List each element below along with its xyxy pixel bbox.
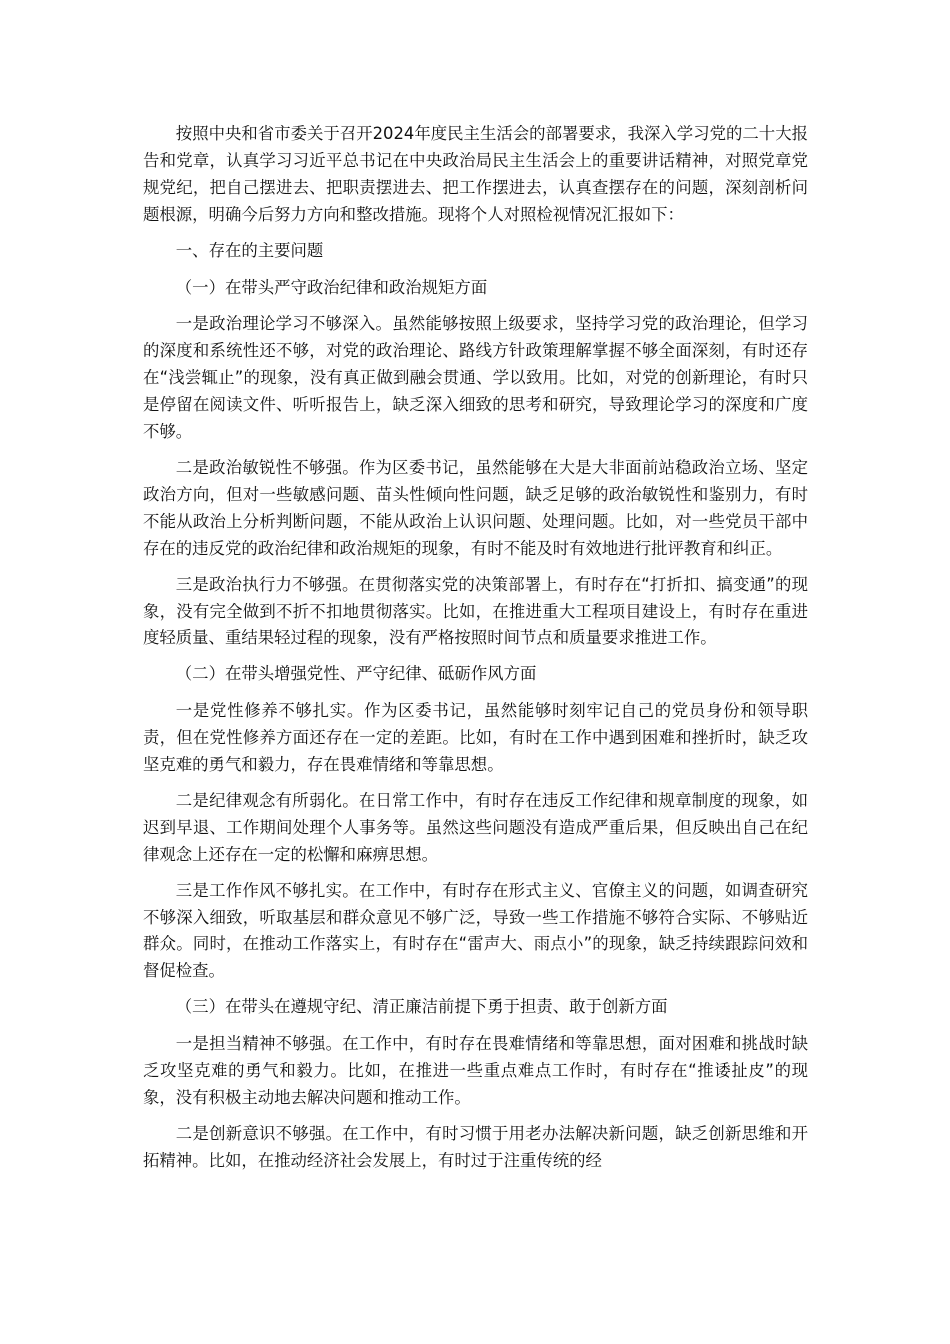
subsection-heading-1: （一）在带头严守政治纪律和政治规矩方面 xyxy=(175,277,488,297)
body-paragraph: 二是纪律观念有所弱化。在日常工作中，有时存在违反工作纪律和规章制度的现象，如迟到早退、工作期间处理个人事务等。虽然这些问题没有造成严重后果，但反映出自己在纪律观念上还存在一定的松懈和麻痹思想。 xyxy=(143,790,808,864)
subsection-heading-3: （三）在带头在遵规守纪、清正廉洁前提下勇于担责、敢于创新方面 xyxy=(175,997,668,1017)
intro-paragraph: 按照中央和省市委关于召开2024年度民主生活会的部署要求，我深入学习党的二十大报告和党章，认真学习习近平总书记在中央政治局民主生活会上的重要讲话精神，对照党章党规党纪，把自己摆进去、把职责摆进去、把工作摆进去，认真查摆存在的问题，深刻剖析问题根源，明确今后努力方向和整改措施。现将个人对照检视情况汇报如下： xyxy=(143,124,808,224)
body-paragraph: 三是工作作风不够扎实。在工作中，有时存在形式主义、官僚主义的问题，如调查研究不够深入细致，听取基层和群众意见不够广泛，导致一些工作措施不够符合实际、不够贴近群众。同时，在推动工作落实上，有时存在“雷声大、雨点小”的现象，缺乏持续跟踪问效和督促检查。 xyxy=(143,880,808,981)
subsection-heading-2: （二）在带头增强党性、严守纪律、砥砺作风方面 xyxy=(175,664,537,684)
body-paragraph: 一是政治理论学习不够深入。虽然能够按照上级要求，坚持学习党的政治理论，但学习的深度和系统性还不够，对党的政治理论、路线方针政策理解掌握不够全面深刻，有时还存在“浅尝辄止”的现象，没有真正做到融会贯通、学以致用。比如，对党的创新理论，有时只是停留在阅读文件、听听报告上，缺乏深入细致的思考和研究，导致理论学习的深度和广度不够。 xyxy=(143,314,808,442)
section-heading: 一、存在的主要问题 xyxy=(175,240,324,260)
body-paragraph: 二是政治敏锐性不够强。作为区委书记，虽然能够在大是大非面前站稳政治立场、坚定政治方向，但对一些敏感问题、苗头性倾向性问题，缺乏足够的政治敏锐性和鉴别力，有时不能从政治上分析判断问题，不能从政治上认识问题、处理问题。比如，对一些党员干部中存在的违反党的政治纪律和政治规矩的现象，有时不能及时有效地进行批评教育和纠正。 xyxy=(143,457,808,558)
document-body xyxy=(143,121,808,1184)
body-paragraph: 二是创新意识不够强。在工作中，有时习惯于用老办法解决新问题，缺乏创新思维和开拓精神。比如，在推动经济社会发展上，有时过于注重传统的经 xyxy=(143,1123,808,1170)
body-paragraph: 三是政治执行力不够强。在贯彻落实党的决策部署上，有时存在“打折扣、搞变通”的现象，没有完全做到不折不扣地贯彻落实。比如，在推进重大工程项目建设上，有时存在重进度轻质量、重结果轻过程的现象，没有严格按照时间节点和质量要求推进工作。 xyxy=(143,574,808,648)
body-paragraph: 一是党性修养不够扎实。作为区委书记，虽然能够时刻牢记自己的党员身份和领导职责，但在党性修养方面还存在一定的差距。比如，有时在工作中遇到困难和挫折时，缺乏攻坚克难的勇气和毅力，存在畏难情绪和等靠思想。 xyxy=(143,701,808,775)
body-paragraph: 一是担当精神不够强。在工作中，有时存在畏难情绪和等靠思想，面对困难和挑战时缺乏攻坚克难的勇气和毅力。比如，在推进一些重点难点工作时，有时存在“推诿扯皮”的现象，没有积极主动地去解决问题和推动工作。 xyxy=(143,1034,808,1107)
